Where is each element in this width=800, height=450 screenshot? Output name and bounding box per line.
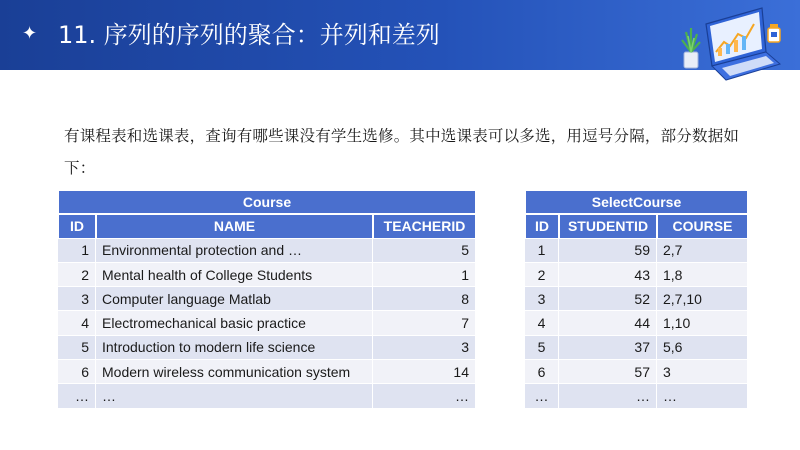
select-id-cell: 2: [525, 263, 559, 287]
select-course-row: [525, 336, 748, 360]
course-name-cell: Environmental protection and …: [96, 239, 373, 263]
select-course-cell: 1,8: [657, 263, 748, 287]
course-teacherid-cell: 8: [373, 287, 476, 311]
select-id-cell: 5: [525, 336, 559, 360]
select-course-cell: 2,7: [657, 239, 748, 263]
select-course-cell: 2,7,10: [657, 287, 748, 311]
course-id-cell: 5: [58, 336, 96, 360]
select-studentid-cell: 44: [559, 311, 657, 335]
select-course-cell: …: [657, 384, 748, 408]
course-row: [58, 384, 476, 408]
select-studentid-cell: 37: [559, 336, 657, 360]
slide-title: 11. 序列的序列的聚合：并列和差列: [58, 21, 440, 49]
select-studentid-cell: 57: [559, 360, 657, 384]
course-teacherid-cell: 3: [373, 336, 476, 360]
cup-icon: [768, 24, 780, 42]
course-row: [58, 287, 476, 311]
select-course-table: [525, 190, 748, 409]
course-teacherid-cell: 14: [373, 360, 476, 384]
course-name-cell: Mental health of College Students: [96, 263, 373, 287]
course-teacherid-cell: 1: [373, 263, 476, 287]
select-studentid-cell: 59: [559, 239, 657, 263]
select-course-row: [525, 287, 748, 311]
course-header-id: ID: [58, 214, 96, 238]
laptop-icon: [706, 8, 780, 80]
intro-paragraph: 有课程表和选课表，查询有哪些课没有学生选修。其中选课表可以多选，用逗号分隔，部分数据如下：: [64, 127, 740, 177]
course-row: [58, 263, 476, 287]
course-header-teacherid: TEACHERID: [373, 214, 476, 238]
select-header-id: ID: [525, 214, 559, 238]
select-table-caption: SelectCourse: [525, 190, 748, 214]
course-teacherid-cell: 5: [373, 239, 476, 263]
select-studentid-cell: 43: [559, 263, 657, 287]
course-table-caption: Course: [58, 190, 476, 214]
course-table: [58, 190, 476, 409]
select-course-cell: 3: [657, 360, 748, 384]
select-course-row: [525, 384, 748, 408]
course-name-cell: Introduction to modern life science: [96, 336, 373, 360]
select-header-course: COURSE: [657, 214, 748, 238]
course-id-cell: 2: [58, 263, 96, 287]
select-studentid-cell: 52: [559, 287, 657, 311]
select-studentid-cell: …: [559, 384, 657, 408]
select-id-cell: 3: [525, 287, 559, 311]
select-header-studentid: STUDENTID: [559, 214, 657, 238]
course-name-cell: …: [96, 384, 373, 408]
select-course-row: [525, 239, 748, 263]
laptop-illustration: [670, 2, 788, 82]
course-id-cell: 3: [58, 287, 96, 311]
course-row: [58, 336, 476, 360]
course-name-cell: Electromechanical basic practice: [96, 311, 373, 335]
course-teacherid-cell: 7: [373, 311, 476, 335]
select-course-cell: 5,6: [657, 336, 748, 360]
select-course-row: [525, 263, 748, 287]
course-header-name: NAME: [96, 214, 373, 238]
course-row: [58, 360, 476, 384]
select-course-row: [525, 360, 748, 384]
course-teacherid-cell: …: [373, 384, 476, 408]
select-id-cell: 1: [525, 239, 559, 263]
select-id-cell: …: [525, 384, 559, 408]
course-name-cell: Computer language Matlab: [96, 287, 373, 311]
select-course-cell: 1,10: [657, 311, 748, 335]
select-course-row: [525, 311, 748, 335]
course-id-cell: …: [58, 384, 96, 408]
select-id-cell: 4: [525, 311, 559, 335]
plant-icon: [682, 28, 700, 68]
select-id-cell: 6: [525, 360, 559, 384]
star-icon: ✦: [22, 23, 38, 44]
course-row: [58, 239, 476, 263]
course-name-cell: Modern wireless communication system: [96, 360, 373, 384]
course-id-cell: 4: [58, 311, 96, 335]
course-id-cell: 1: [58, 239, 96, 263]
course-id-cell: 6: [58, 360, 96, 384]
course-row: [58, 311, 476, 335]
